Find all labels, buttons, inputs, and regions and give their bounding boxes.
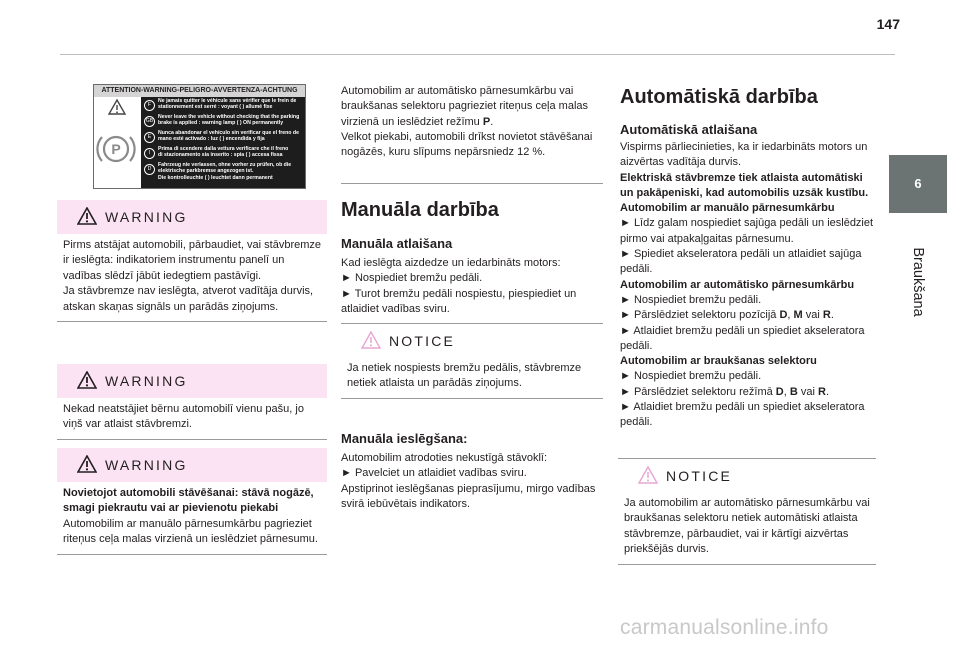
warning-body-text: Automobilim ar manuālo pārnesumkārbu pagrieziet riteņus ceļa malas virzienā un ieslēdziet pārnesumu. xyxy=(63,517,318,546)
label-header: ATTENTION-WARNING-PELIGRO-AVVERTENZA-ACHTUNG xyxy=(94,85,305,97)
warning-text: Nekad neatstājiet bērnu automobilī vienu pašu, jo viņš var atlaist stāvbremzi. xyxy=(63,403,304,431)
warning-triangle-icon xyxy=(77,371,97,389)
warning-header xyxy=(57,200,327,234)
flag-icon: I xyxy=(144,148,155,159)
flag-icon: E xyxy=(144,132,155,143)
label-text-panel xyxy=(141,97,305,188)
notice-text: Ja automobilim ar automātisko pārnesumkārbu vai braukšanas selektoru netiek automātiski atlaista stāvbremze, pārbaudiet, vai ir kārtīgi aizvērtas priekšējās durvis. xyxy=(624,497,870,556)
warning-box xyxy=(57,200,327,322)
chapter-label: Braukšana xyxy=(910,247,926,317)
warning-header xyxy=(57,364,327,398)
chapter-tab[interactable]: 6 xyxy=(889,155,947,213)
label-row: E Nunca abandonar el vehículo sin verificar que el freno de mano esté activado : luz ( ) encendida y fija xyxy=(141,129,305,145)
manual-apply-text: Automobilim atrodoties nekustīgā stāvoklī: ► Pavelciet un atlaidiet vadības sviru. Apstiprinot ieslēgšanas pieprasījumu, mirgo vadības svirā iebūvētais indikators. xyxy=(341,452,596,510)
notice-triangle-icon xyxy=(361,331,381,349)
warning-box xyxy=(57,448,327,555)
notice-box xyxy=(341,323,603,399)
notice-title: NOTICE xyxy=(666,468,733,484)
label-row: D Fahrzeug nie verlassen, ohne vorher zu prüfen, ob die elektrische parkbremse angezogen ist. Die kontrolleuchte ( ) leuchtet dann permanent xyxy=(141,161,305,186)
parking-brake-icon xyxy=(94,97,141,188)
section-heading-manual: Manuāla darbība xyxy=(341,199,499,221)
warning-triangle-icon xyxy=(77,455,97,473)
svg-text:P: P xyxy=(111,141,121,157)
top-divider xyxy=(60,54,895,55)
column2-intro: Automobilim ar automātisko pārnesumkārbu vai braukšanas selektoru pagrieziet riteņus ceļa malas virzienā un ieslēdziet režīmu P. Velkot piekabi, automobili drīkst novietot stāvēšanai nogāzēs, kuru slīpums nepārsniedz 12 %. xyxy=(341,85,593,159)
warning-title: WARNING xyxy=(105,373,188,389)
label-row: F Ne jamais quitter le véhicule sans vérifier que le frein de stationnement est serré : voyant ( ) allumé fixe xyxy=(141,97,305,113)
parking-brake-warning-label xyxy=(93,84,306,189)
flag-icon: F xyxy=(144,100,155,111)
notice-triangle-icon xyxy=(638,466,658,484)
divider xyxy=(341,183,603,184)
label-left-panel xyxy=(94,97,141,188)
warning-box xyxy=(57,364,327,440)
warning-bold-text: Novietojot automobili stāvēšanai: stāvā nogāzē, smagi piekrautu vai ar pievienotu piekabi xyxy=(63,487,314,515)
notice-title: NOTICE xyxy=(389,333,456,349)
warning-text xyxy=(57,482,327,554)
warning-triangle-icon xyxy=(77,207,97,225)
label-row: GB Never leave the vehicle without checking that the parking brake is applied : warning lamp ( ) ON permanently xyxy=(145,114,300,127)
warning-title: WARNING xyxy=(105,457,188,473)
watermark: carmanualsonline.info xyxy=(620,616,829,639)
warning-title: WARNING xyxy=(105,209,188,225)
flag-icon: D xyxy=(144,164,155,175)
notice-box xyxy=(618,458,876,565)
notice-header xyxy=(618,458,876,492)
warning-text: Pirms atstājat automobili, pārbaudiet, vai stāvbremze ir ieslēgta: indikatoriem instrumentu panelī un vadības slēdzī jābūt iedegtiem pastāvīgi. Ja stāvbremze nav ieslēgta, atverot vadītāja durvis, atskan skaņas signāls un parādās ziņojums. xyxy=(63,239,322,313)
notice-header xyxy=(341,323,603,357)
section-heading-automatic: Automātiskā darbība xyxy=(620,86,818,108)
subheading-automatic-release: Automātiskā atlaišana xyxy=(620,122,758,137)
automatic-release-text: Vispirms pārliecinieties, ka ir iedarbināts motors un aizvērtas vadītāja durvis. Elektriskā stāvbremze tiek atlaista automātiski un pakāpeniski, kad automobilis uzsāk kustību. Automobilim ar manuālo pārnesumkārbu ► Līdz galam nospiediet sajūga pedāli un ieslēdziet pirmo vai atpakaļgaitas pārnesumu. ► Spiediet akseleratora pedāli un atlaidiet sajūga pedāli. Automobilim ar automātisko pārnesumkārbu ► Nospiediet bremžu pedāli. ► Pārslēdziet selektoru pozīcijā D, M vai R. ► Atlaidiet bremžu pedāli un spiediet akseleratora pedāli. Automobilim ar braukšanas selektoru ► Nospiediet bremžu pedāli. ► Pārslēdziet selektoru režīmā D, B vai R. ► Atlaidiet bremžu pedāli un spiediet akseleratora pedāli. xyxy=(620,141,874,429)
notice-text: Ja netiek nospiests bremžu pedālis, stāvbremze netiek atlaista un parādās ziņojums. xyxy=(347,362,582,390)
subheading-manual-apply: Manuāla ieslēgšana: xyxy=(341,431,468,446)
label-row: I Prima di scendere dalla vettura verificare che il freno di stazionamento sia inserito : spia ( ) accesa fissa xyxy=(141,145,305,161)
subheading-manual-release: Manuāla atlaišana xyxy=(341,236,453,251)
page-number: 147 xyxy=(876,16,900,32)
warning-header xyxy=(57,448,327,482)
flag-icon: GB xyxy=(144,116,155,127)
manual-release-text: Kad ieslēgta aizdedze un iedarbināts motors: ► Nospiediet bremžu pedāli. ► Turot bremžu pedāli nospiestu, piespiediet un atlaidiet vadības sviru. xyxy=(341,257,577,315)
